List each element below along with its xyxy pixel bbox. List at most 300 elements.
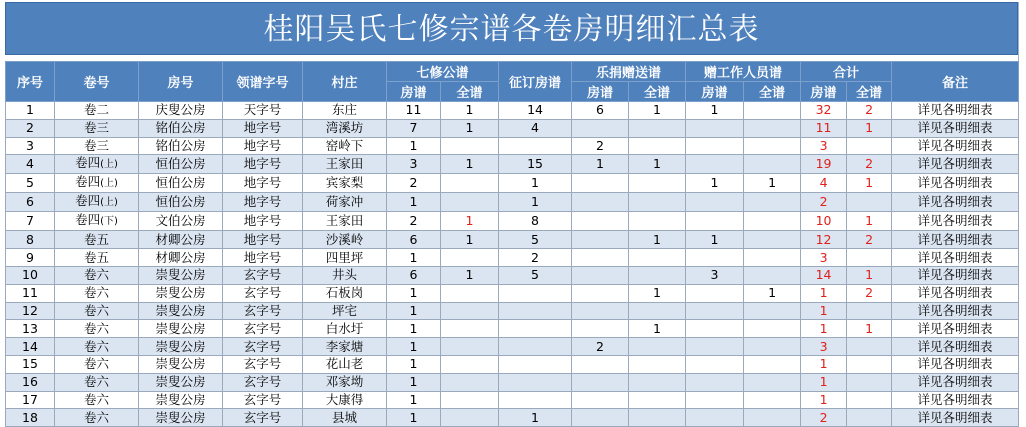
cell-seq: 17 bbox=[6, 391, 55, 409]
cell-heji-fangpu: 1 bbox=[801, 373, 847, 391]
cell-note: 详见各明细表 bbox=[892, 193, 1019, 212]
volume-sub-label: (上) bbox=[100, 159, 118, 171]
cell-gongzuo-fangpu bbox=[686, 119, 744, 137]
cell-heji-quanpu bbox=[847, 391, 892, 409]
cell-qixiu-fangpu: 1 bbox=[387, 193, 441, 212]
volume-label: 卷三 bbox=[83, 120, 109, 136]
cell-volume bbox=[55, 137, 139, 155]
volume-label: 卷四 bbox=[75, 174, 101, 190]
header-gongzuo-fangpu: 房谱 bbox=[686, 82, 744, 102]
cell-seq: 2 bbox=[6, 119, 55, 137]
cell-lejuan-quanpu bbox=[629, 338, 686, 356]
cell-heji-quanpu: 1 bbox=[847, 212, 892, 231]
cell-lejuan-quanpu bbox=[629, 137, 686, 155]
cell-volume bbox=[55, 155, 139, 174]
cell-heji-quanpu: 2 bbox=[847, 284, 892, 302]
header-qixiu-fangpu: 房谱 bbox=[387, 82, 441, 102]
header-zi: 领谱字号 bbox=[223, 62, 303, 102]
header-heji-quanpu: 全谱 bbox=[847, 82, 892, 102]
cell-note: 详见各明细表 bbox=[892, 212, 1019, 231]
cell-heji-quanpu: 2 bbox=[847, 231, 892, 249]
volume-label: 卷四 bbox=[75, 155, 101, 171]
cell-seq: 9 bbox=[6, 249, 55, 267]
cell-qixiu-quanpu: 1 bbox=[441, 155, 499, 174]
cell-seq: 8 bbox=[6, 231, 55, 249]
cell-volume bbox=[55, 391, 139, 409]
cell-qixiu-quanpu: 1 bbox=[441, 212, 499, 231]
cell-gongzuo-quanpu bbox=[744, 409, 801, 427]
table-row bbox=[6, 391, 1019, 409]
volume-label: 卷四 bbox=[75, 193, 101, 209]
cell-zi: 天字号 bbox=[223, 102, 303, 120]
header-house: 房号 bbox=[139, 62, 223, 102]
cell-village: 东庄 bbox=[303, 102, 387, 120]
cell-lejuan-fangpu bbox=[572, 320, 629, 338]
cell-lejuan-quanpu bbox=[629, 193, 686, 212]
cell-zi: 玄字号 bbox=[223, 266, 303, 284]
cell-village: 县城 bbox=[303, 409, 387, 427]
cell-heji-quanpu bbox=[847, 338, 892, 356]
volume-label: 卷六 bbox=[83, 356, 109, 372]
cell-qixiu-quanpu bbox=[441, 302, 499, 320]
cell-qixiu-fangpu: 1 bbox=[387, 249, 441, 267]
cell-zhengding bbox=[499, 284, 572, 302]
cell-village: 李家塘 bbox=[303, 338, 387, 356]
cell-heji-fangpu: 1 bbox=[801, 302, 847, 320]
cell-lejuan-fangpu bbox=[572, 249, 629, 267]
cell-gongzuo-quanpu bbox=[744, 102, 801, 120]
cell-village: 宾家梨 bbox=[303, 174, 387, 193]
cell-zhengding: 1 bbox=[499, 193, 572, 212]
cell-qixiu-quanpu bbox=[441, 174, 499, 193]
cell-volume bbox=[55, 355, 139, 373]
volume-label: 卷五 bbox=[83, 249, 109, 265]
cell-note: 详见各明细表 bbox=[892, 284, 1019, 302]
table-row bbox=[6, 266, 1019, 284]
table-row bbox=[6, 320, 1019, 338]
cell-qixiu-fangpu: 7 bbox=[387, 119, 441, 137]
cell-note: 详见各明细表 bbox=[892, 174, 1019, 193]
cell-house: 崇叟公房 bbox=[139, 302, 223, 320]
table-row bbox=[6, 249, 1019, 267]
table-row bbox=[6, 284, 1019, 302]
volume-label: 卷二 bbox=[83, 102, 109, 118]
cell-note: 详见各明细表 bbox=[892, 249, 1019, 267]
cell-lejuan-quanpu: 1 bbox=[629, 231, 686, 249]
cell-gongzuo-quanpu bbox=[744, 119, 801, 137]
cell-heji-fangpu: 11 bbox=[801, 119, 847, 137]
cell-note: 详见各明细表 bbox=[892, 320, 1019, 338]
cell-seq: 1 bbox=[6, 102, 55, 120]
cell-heji-fangpu: 1 bbox=[801, 355, 847, 373]
cell-gongzuo-fangpu bbox=[686, 338, 744, 356]
cell-heji-quanpu: 1 bbox=[847, 119, 892, 137]
cell-lejuan-fangpu: 2 bbox=[572, 137, 629, 155]
cell-seq: 7 bbox=[6, 212, 55, 231]
cell-volume bbox=[55, 212, 139, 231]
cell-house: 铭伯公房 bbox=[139, 119, 223, 137]
cell-heji-quanpu bbox=[847, 193, 892, 212]
table-row bbox=[6, 409, 1019, 427]
cell-heji-fangpu: 3 bbox=[801, 137, 847, 155]
cell-qixiu-quanpu bbox=[441, 338, 499, 356]
cell-house: 崇叟公房 bbox=[139, 373, 223, 391]
volume-label: 卷四 bbox=[75, 212, 101, 228]
cell-house: 崇叟公房 bbox=[139, 355, 223, 373]
cell-volume bbox=[55, 409, 139, 427]
volume-sub-label: (下) bbox=[100, 216, 118, 228]
cell-lejuan-quanpu bbox=[629, 409, 686, 427]
cell-lejuan-quanpu: 1 bbox=[629, 284, 686, 302]
cell-village: 白水圩 bbox=[303, 320, 387, 338]
cell-gongzuo-fangpu bbox=[686, 193, 744, 212]
header-note: 备注 bbox=[892, 62, 1019, 102]
cell-note: 详见各明细表 bbox=[892, 231, 1019, 249]
cell-lejuan-quanpu bbox=[629, 302, 686, 320]
cell-gongzuo-quanpu bbox=[744, 137, 801, 155]
cell-zhengding bbox=[499, 320, 572, 338]
cell-qixiu-quanpu bbox=[441, 137, 499, 155]
cell-gongzuo-quanpu bbox=[744, 373, 801, 391]
cell-heji-fangpu: 2 bbox=[801, 193, 847, 212]
cell-lejuan-fangpu bbox=[572, 174, 629, 193]
cell-heji-fangpu: 3 bbox=[801, 249, 847, 267]
cell-volume bbox=[55, 231, 139, 249]
cell-house: 崇叟公房 bbox=[139, 320, 223, 338]
table-row bbox=[6, 119, 1019, 137]
cell-heji-fangpu: 10 bbox=[801, 212, 847, 231]
cell-zi: 玄字号 bbox=[223, 302, 303, 320]
cell-house: 崇叟公房 bbox=[139, 391, 223, 409]
cell-zhengding bbox=[499, 391, 572, 409]
cell-zhengding: 5 bbox=[499, 231, 572, 249]
cell-house: 崇叟公房 bbox=[139, 284, 223, 302]
cell-house: 铭伯公房 bbox=[139, 137, 223, 155]
cell-lejuan-quanpu bbox=[629, 391, 686, 409]
cell-gongzuo-fangpu bbox=[686, 302, 744, 320]
volume-label: 卷六 bbox=[83, 391, 109, 407]
cell-house: 恒伯公房 bbox=[139, 174, 223, 193]
cell-heji-quanpu: 1 bbox=[847, 320, 892, 338]
cell-house: 材卿公房 bbox=[139, 249, 223, 267]
cell-lejuan-fangpu bbox=[572, 373, 629, 391]
cell-lejuan-quanpu bbox=[629, 266, 686, 284]
cell-heji-fangpu: 3 bbox=[801, 338, 847, 356]
table-title: 桂阳吴氏七修宗谱各卷房明细汇总表 bbox=[5, 2, 1018, 55]
table-row bbox=[6, 338, 1019, 356]
cell-zhengding bbox=[499, 302, 572, 320]
cell-lejuan-fangpu bbox=[572, 284, 629, 302]
cell-gongzuo-fangpu bbox=[686, 373, 744, 391]
cell-zhengding: 4 bbox=[499, 119, 572, 137]
table-row bbox=[6, 231, 1019, 249]
header-lejuan: 乐捐赠送谱 bbox=[572, 62, 686, 82]
cell-qixiu-quanpu: 1 bbox=[441, 231, 499, 249]
cell-qixiu-quanpu: 1 bbox=[441, 266, 499, 284]
cell-village: 石板岗 bbox=[303, 284, 387, 302]
cell-volume bbox=[55, 102, 139, 120]
cell-lejuan-fangpu bbox=[572, 355, 629, 373]
cell-gongzuo-quanpu bbox=[744, 338, 801, 356]
cell-heji-fangpu: 12 bbox=[801, 231, 847, 249]
cell-house: 崇叟公房 bbox=[139, 266, 223, 284]
table-row bbox=[6, 212, 1019, 231]
cell-gongzuo-quanpu bbox=[744, 266, 801, 284]
cell-heji-fangpu: 32 bbox=[801, 102, 847, 120]
header-heji-fangpu: 房谱 bbox=[801, 82, 847, 102]
cell-lejuan-fangpu bbox=[572, 266, 629, 284]
cell-note: 详见各明细表 bbox=[892, 373, 1019, 391]
table-row bbox=[6, 355, 1019, 373]
cell-qixiu-quanpu bbox=[441, 409, 499, 427]
cell-house: 恒伯公房 bbox=[139, 155, 223, 174]
header-qixiu: 七修公谱 bbox=[387, 62, 499, 82]
cell-qixiu-quanpu bbox=[441, 391, 499, 409]
cell-note: 详见各明细表 bbox=[892, 409, 1019, 427]
cell-gongzuo-fangpu bbox=[686, 249, 744, 267]
cell-volume bbox=[55, 284, 139, 302]
cell-gongzuo-quanpu bbox=[744, 212, 801, 231]
cell-zi: 地字号 bbox=[223, 212, 303, 231]
cell-qixiu-quanpu bbox=[441, 355, 499, 373]
cell-zi: 玄字号 bbox=[223, 338, 303, 356]
cell-house: 恒伯公房 bbox=[139, 193, 223, 212]
cell-qixiu-quanpu bbox=[441, 320, 499, 338]
cell-heji-quanpu: 1 bbox=[847, 174, 892, 193]
cell-qixiu-fangpu: 11 bbox=[387, 102, 441, 120]
cell-qixiu-fangpu: 1 bbox=[387, 338, 441, 356]
cell-gongzuo-quanpu bbox=[744, 193, 801, 212]
cell-zhengding: 8 bbox=[499, 212, 572, 231]
volume-label: 卷六 bbox=[83, 374, 109, 390]
cell-lejuan-quanpu: 1 bbox=[629, 155, 686, 174]
cell-note: 详见各明细表 bbox=[892, 302, 1019, 320]
cell-zhengding bbox=[499, 137, 572, 155]
cell-lejuan-fangpu bbox=[572, 193, 629, 212]
cell-village: 邓家坳 bbox=[303, 373, 387, 391]
table-row bbox=[6, 373, 1019, 391]
cell-house: 庆叟公房 bbox=[139, 102, 223, 120]
cell-heji-fangpu: 14 bbox=[801, 266, 847, 284]
header-lejuan-quanpu: 全谱 bbox=[629, 82, 686, 102]
cell-lejuan-fangpu: 6 bbox=[572, 102, 629, 120]
cell-gongzuo-quanpu bbox=[744, 302, 801, 320]
header-village: 村庄 bbox=[303, 62, 387, 102]
cell-gongzuo-quanpu bbox=[744, 355, 801, 373]
cell-lejuan-quanpu bbox=[629, 373, 686, 391]
cell-house: 文伯公房 bbox=[139, 212, 223, 231]
cell-qixiu-fangpu: 1 bbox=[387, 137, 441, 155]
cell-gongzuo-quanpu bbox=[744, 249, 801, 267]
cell-qixiu-quanpu: 1 bbox=[441, 102, 499, 120]
cell-qixiu-fangpu: 1 bbox=[387, 355, 441, 373]
cell-gongzuo-fangpu: 1 bbox=[686, 231, 744, 249]
cell-volume bbox=[55, 302, 139, 320]
cell-note: 详见各明细表 bbox=[892, 391, 1019, 409]
table-row bbox=[6, 193, 1019, 212]
table-row bbox=[6, 137, 1019, 155]
cell-lejuan-fangpu bbox=[572, 231, 629, 249]
cell-note: 详见各明细表 bbox=[892, 155, 1019, 174]
cell-zi: 玄字号 bbox=[223, 320, 303, 338]
cell-qixiu-quanpu bbox=[441, 373, 499, 391]
cell-gongzuo-fangpu bbox=[686, 355, 744, 373]
volume-label: 卷六 bbox=[83, 302, 109, 318]
cell-zhengding bbox=[499, 355, 572, 373]
cell-heji-quanpu bbox=[847, 302, 892, 320]
volume-label: 卷六 bbox=[83, 285, 109, 301]
cell-seq: 12 bbox=[6, 302, 55, 320]
cell-zhengding bbox=[499, 338, 572, 356]
header-gongzuo-quanpu: 全谱 bbox=[744, 82, 801, 102]
cell-lejuan-quanpu bbox=[629, 119, 686, 137]
cell-zhengding: 1 bbox=[499, 409, 572, 427]
cell-village: 大康得 bbox=[303, 391, 387, 409]
header-heji: 合计 bbox=[801, 62, 892, 82]
cell-village: 沙溪岭 bbox=[303, 231, 387, 249]
cell-heji-fangpu: 1 bbox=[801, 320, 847, 338]
cell-lejuan-fangpu bbox=[572, 119, 629, 137]
cell-zhengding: 2 bbox=[499, 249, 572, 267]
cell-volume bbox=[55, 119, 139, 137]
cell-gongzuo-quanpu: 1 bbox=[744, 284, 801, 302]
cell-village: 窑岭下 bbox=[303, 137, 387, 155]
cell-zi: 地字号 bbox=[223, 231, 303, 249]
cell-qixiu-quanpu bbox=[441, 284, 499, 302]
cell-note: 详见各明细表 bbox=[892, 102, 1019, 120]
cell-gongzuo-fangpu bbox=[686, 391, 744, 409]
cell-lejuan-fangpu: 2 bbox=[572, 338, 629, 356]
cell-qixiu-fangpu: 1 bbox=[387, 320, 441, 338]
cell-qixiu-fangpu: 3 bbox=[387, 155, 441, 174]
cell-zi: 地字号 bbox=[223, 119, 303, 137]
cell-seq: 18 bbox=[6, 409, 55, 427]
cell-lejuan-quanpu bbox=[629, 355, 686, 373]
cell-gongzuo-fangpu: 3 bbox=[686, 266, 744, 284]
cell-qixiu-quanpu bbox=[441, 193, 499, 212]
volume-label: 卷六 bbox=[83, 409, 109, 425]
cell-gongzuo-fangpu bbox=[686, 155, 744, 174]
cell-gongzuo-fangpu bbox=[686, 284, 744, 302]
cell-seq: 14 bbox=[6, 338, 55, 356]
cell-zi: 玄字号 bbox=[223, 409, 303, 427]
cell-volume bbox=[55, 249, 139, 267]
volume-label: 卷五 bbox=[83, 231, 109, 247]
cell-qixiu-quanpu: 1 bbox=[441, 119, 499, 137]
table-row bbox=[6, 155, 1019, 174]
cell-zhengding bbox=[499, 373, 572, 391]
cell-note: 详见各明细表 bbox=[892, 266, 1019, 284]
cell-qixiu-fangpu: 6 bbox=[387, 266, 441, 284]
volume-label: 卷六 bbox=[83, 267, 109, 283]
header-zenggongzuo: 赠工作人员谱 bbox=[686, 62, 801, 82]
table-row bbox=[6, 174, 1019, 193]
cell-gongzuo-fangpu bbox=[686, 137, 744, 155]
volume-sub-label: (上) bbox=[100, 197, 118, 209]
table-row bbox=[6, 102, 1019, 120]
cell-gongzuo-fangpu bbox=[686, 320, 744, 338]
cell-heji-quanpu bbox=[847, 355, 892, 373]
cell-heji-quanpu bbox=[847, 249, 892, 267]
cell-village: 湾溪坊 bbox=[303, 119, 387, 137]
cell-qixiu-fangpu: 1 bbox=[387, 373, 441, 391]
volume-sub-label: (上) bbox=[100, 178, 118, 190]
cell-heji-quanpu bbox=[847, 373, 892, 391]
cell-qixiu-fangpu: 1 bbox=[387, 284, 441, 302]
table-row bbox=[6, 302, 1019, 320]
cell-village: 王家田 bbox=[303, 212, 387, 231]
cell-seq: 4 bbox=[6, 155, 55, 174]
cell-gongzuo-quanpu bbox=[744, 155, 801, 174]
cell-note: 详见各明细表 bbox=[892, 338, 1019, 356]
cell-volume bbox=[55, 174, 139, 193]
cell-zi: 玄字号 bbox=[223, 373, 303, 391]
cell-note: 详见各明细表 bbox=[892, 137, 1019, 155]
cell-volume bbox=[55, 266, 139, 284]
cell-lejuan-fangpu bbox=[572, 391, 629, 409]
cell-village: 坪宅 bbox=[303, 302, 387, 320]
cell-heji-fangpu: 2 bbox=[801, 409, 847, 427]
cell-zi: 玄字号 bbox=[223, 391, 303, 409]
cell-volume bbox=[55, 338, 139, 356]
cell-seq: 6 bbox=[6, 193, 55, 212]
cell-heji-quanpu: 2 bbox=[847, 102, 892, 120]
cell-gongzuo-fangpu bbox=[686, 212, 744, 231]
cell-gongzuo-quanpu bbox=[744, 320, 801, 338]
cell-qixiu-fangpu: 2 bbox=[387, 174, 441, 193]
cell-gongzuo-fangpu bbox=[686, 409, 744, 427]
cell-gongzuo-quanpu bbox=[744, 231, 801, 249]
cell-zi: 玄字号 bbox=[223, 284, 303, 302]
cell-zi: 玄字号 bbox=[223, 355, 303, 373]
cell-lejuan-fangpu bbox=[572, 302, 629, 320]
cell-village: 花山老 bbox=[303, 355, 387, 373]
summary-table bbox=[5, 61, 1019, 427]
cell-note: 详见各明细表 bbox=[892, 119, 1019, 137]
cell-note: 详见各明细表 bbox=[892, 355, 1019, 373]
cell-gongzuo-quanpu: 1 bbox=[744, 174, 801, 193]
cell-zi: 地字号 bbox=[223, 193, 303, 212]
cell-qixiu-fangpu: 1 bbox=[387, 409, 441, 427]
cell-village: 荷家冲 bbox=[303, 193, 387, 212]
header-seq: 序号 bbox=[6, 62, 55, 102]
cell-heji-fangpu: 1 bbox=[801, 284, 847, 302]
cell-heji-fangpu: 4 bbox=[801, 174, 847, 193]
header-zhengding: 征订房谱 bbox=[499, 62, 572, 102]
cell-zi: 地字号 bbox=[223, 174, 303, 193]
cell-qixiu-fangpu: 1 bbox=[387, 302, 441, 320]
cell-house: 崇叟公房 bbox=[139, 409, 223, 427]
cell-lejuan-quanpu bbox=[629, 174, 686, 193]
table-body bbox=[6, 102, 1019, 427]
cell-lejuan-fangpu bbox=[572, 212, 629, 231]
cell-volume bbox=[55, 320, 139, 338]
cell-volume bbox=[55, 373, 139, 391]
cell-gongzuo-quanpu bbox=[744, 391, 801, 409]
cell-heji-quanpu bbox=[847, 409, 892, 427]
cell-lejuan-quanpu bbox=[629, 212, 686, 231]
cell-qixiu-fangpu: 1 bbox=[387, 391, 441, 409]
cell-qixiu-quanpu bbox=[441, 249, 499, 267]
cell-seq: 5 bbox=[6, 174, 55, 193]
cell-volume bbox=[55, 193, 139, 212]
cell-village: 井头 bbox=[303, 266, 387, 284]
cell-seq: 15 bbox=[6, 355, 55, 373]
header-volume: 卷号 bbox=[55, 62, 139, 102]
cell-zi: 地字号 bbox=[223, 249, 303, 267]
cell-qixiu-fangpu: 6 bbox=[387, 231, 441, 249]
cell-gongzuo-fangpu: 1 bbox=[686, 102, 744, 120]
